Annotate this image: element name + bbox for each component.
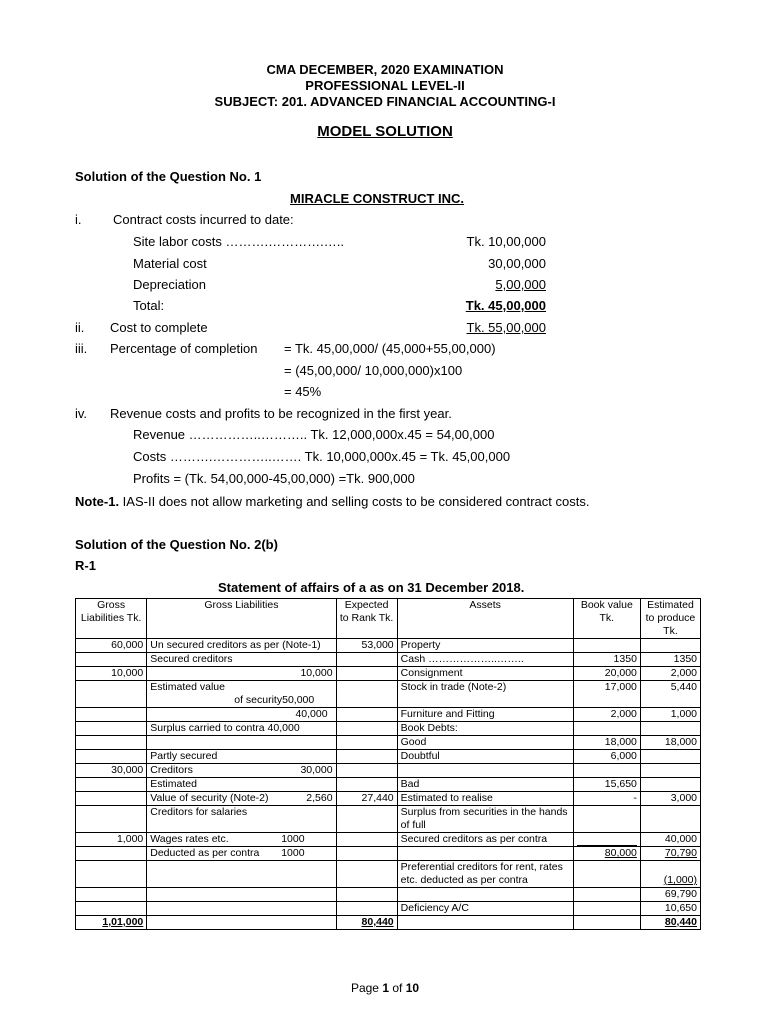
model-solution-title: MODEL SOLUTION <box>317 123 453 140</box>
item-iii-number: iii. <box>75 341 88 356</box>
header-expected-to-rank: Expected to Rank Tk. <box>336 599 397 639</box>
site-labor-value: Tk. 10,00,000 <box>466 234 546 249</box>
table-row: Surplus carried to contra 40,000 Book Debts: <box>76 722 701 736</box>
percentage-label: Percentage of completion <box>110 341 258 356</box>
table-row: 69,790 <box>76 888 701 902</box>
header-estimated-to-produce: Estimated to produce Tk. <box>640 599 700 639</box>
depreciation-label: Depreciation <box>133 277 206 292</box>
header-gross-liabilities: Gross Liabilities <box>147 599 336 639</box>
percentage-result: = 45% <box>284 384 322 399</box>
q2-heading: Solution of the Question No. 2(b) <box>75 537 278 552</box>
table-header-row <box>76 599 701 639</box>
page-number: Page 1 of 10 <box>350 981 420 995</box>
table-row: Secured creditors Cash ………………..…….. 1350 1350 <box>76 653 701 667</box>
table-row: Deficiency A/C 10,650 <box>76 902 701 916</box>
table-row: 40,000 Furniture and Fitting 2,000 1,000 <box>76 708 701 722</box>
cost-to-complete-value: Tk. 55,00,000 <box>466 320 546 335</box>
depreciation-value: 5,00,000 <box>495 277 546 292</box>
header-gross-liabilities-tk: Gross Liabilities Tk. <box>76 599 147 639</box>
table-row: 10,000 10,000 Consignment 20,000 2,000 <box>76 667 701 681</box>
site-labor-label: Site labor costs ……….………….….. <box>133 234 344 249</box>
profits-line: Profits = (Tk. 54,00,000-45,00,000) =Tk. 900,000 <box>133 471 415 486</box>
q2-reference: R-1 <box>75 558 96 573</box>
item-iv-label: Revenue costs and profits to be recognized in the first year. <box>110 406 452 421</box>
company-name: MIRACLE CONSTRUCT INC. <box>290 191 465 206</box>
subject-title: SUBJECT: 201. ADVANCED FINANCIAL ACCOUNTING-I <box>214 94 556 109</box>
note-1: Note-1. IAS-II does not allow marketing and selling costs to be considered contract costs. <box>75 494 590 509</box>
revenue-line: Revenue ……………..……….. Tk. 12,000,000x.45 = 54,00,000 <box>133 427 495 442</box>
total-value: Tk. 45,00,000 <box>465 298 546 313</box>
total-label: Total: <box>133 298 165 313</box>
table-total-row: 1,01,000 80,440 80,440 <box>76 916 701 930</box>
header-book-value: Book value Tk. <box>573 599 640 639</box>
table-row: Good 18,000 18,000 <box>76 736 701 750</box>
statement-title: Statement of affairs of a as on 31 December 2018. <box>218 580 525 595</box>
cost-to-complete-label: Cost to complete <box>110 320 208 335</box>
item-i-label: Contract costs incurred to date: <box>113 212 294 227</box>
table-row: 60,000 Un secured creditors as per (Note-1) 53,000 Property <box>76 639 701 653</box>
material-cost-value: 30,00,000 <box>488 256 546 271</box>
q1-heading: Solution of the Question No. 1 <box>75 169 262 184</box>
percentage-formula-1: = Tk. 45,00,000/ (45,000+55,00,000) <box>284 341 496 356</box>
table-row: Creditors for salaries Surplus from securities in the hands of full <box>76 806 701 833</box>
percentage-formula-2: = (45,00,000/ 10,000,000)x100 <box>284 363 463 378</box>
table-row: Deducted as per contra 1000 80,000 70,790 <box>76 847 701 861</box>
item-iv-number: iv. <box>75 406 88 421</box>
exam-title: CMA DECEMBER, 2020 EXAMINATION <box>266 62 504 77</box>
table-row: Estimated value of security50,000 Stock in trade (Note-2) 17,000 5,440 <box>76 681 701 708</box>
level-title: PROFESSIONAL LEVEL-II <box>305 78 465 93</box>
costs-line: Costs ……….…………..……. Tk. 10,000,000x.45 = Tk. 45,00,000 <box>133 449 511 464</box>
table-row: 1,000 Wages rates etc. 1000 Secured creditors as per contra 40,000 <box>76 833 701 847</box>
item-i-number: i. <box>75 212 82 227</box>
table-row: Estimated Bad 15,650 <box>76 778 701 792</box>
table-row: Preferential creditors for rent, rates etc. deducted as per contra (1,000) <box>76 861 701 888</box>
statement-of-affairs-table <box>75 598 701 930</box>
table-row: Partly secured Doubtful 6,000 <box>76 750 701 764</box>
table-row: Value of security (Note-2) 2,560 27,440 Estimated to realise - 3,000 <box>76 792 701 806</box>
header-assets: Assets <box>397 599 573 639</box>
item-ii-number: ii. <box>75 320 85 335</box>
material-cost-label: Material cost <box>133 256 207 271</box>
table-row: 30,000 Creditors 30,000 <box>76 764 701 778</box>
